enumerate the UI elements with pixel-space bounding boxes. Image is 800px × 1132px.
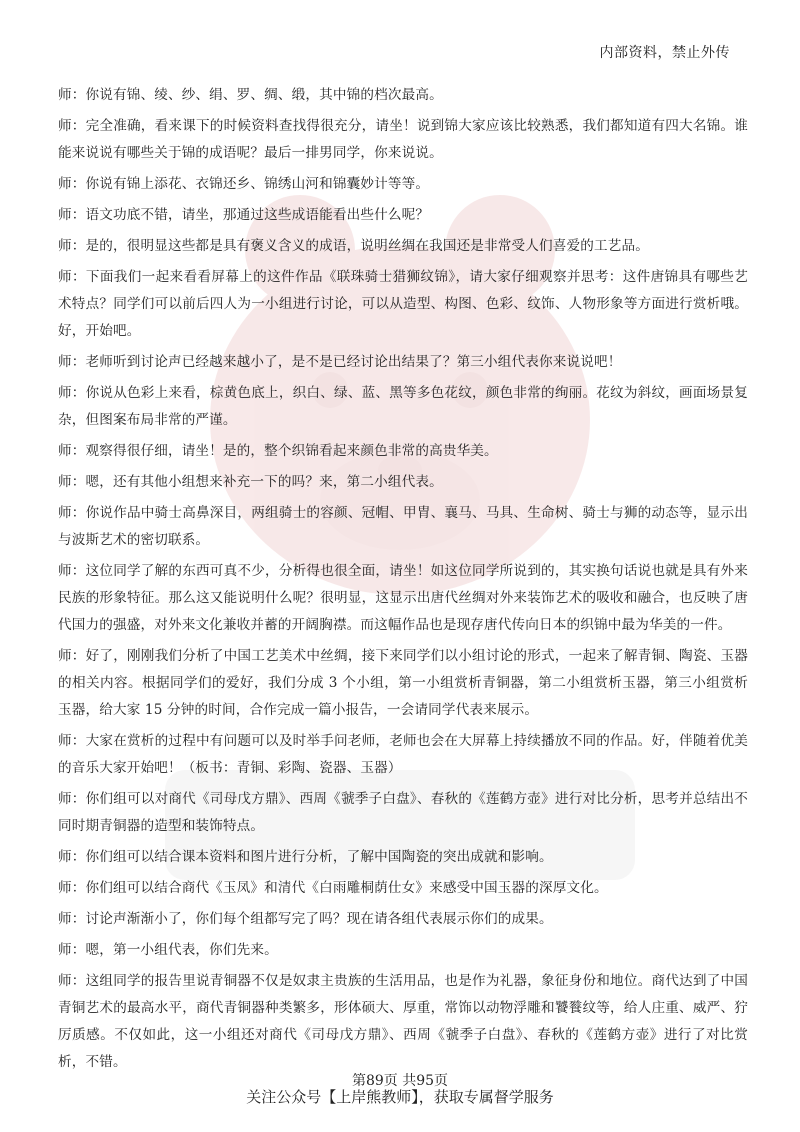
paragraph: 师：观察得很仔细，请坐！是的，整个织锦看起来颜色非常的高贵华美。 xyxy=(58,443,498,459)
paragraph: 师：下面我们一起来看看屏幕上的这件作品《联珠骑士猎狮纹锦》，请大家仔细观察并思考：这件唐锦具有哪些艺术特点？同学们可以前后四人为一小组进行讨论，可以从造型、构图、色彩、纹饰、人物形象等方面进行赏析哦。好，开始吧。 xyxy=(58,269,748,339)
page-number: 第89页 共95页 xyxy=(351,1073,449,1089)
paragraph: 师：嗯，还有其他小组想来补充一下的吗？来，第二小组代表。 xyxy=(58,474,443,490)
paragraph: 师：你说从色彩上来看，棕黄色底上，织白、绿、蓝、黑等多色花纹，颜色非常的绚丽。花纹为斜纹，画面场景复杂，但图案布局非常的严谨。 xyxy=(58,385,748,428)
paragraph: 师：这组同学的报告里说青铜器不仅是奴隶主贵族的生活用品，也是作为礼器，象征身份和地位。商代达到了中国青铜艺术的最高水平，商代青铜器种类繁多，形体硕大、厚重，常饰以动物浮雕和饕餮纹等，给人庄重、威严、狞厉质感。不仅如此，这一小组还对商代《司母戊方鼎》、西周《虢季子白盘》、春秋的《莲鹤方壶》进行了对比赏析，不错。 xyxy=(58,973,748,1070)
paragraph: 师：老师听到讨论声已经越来越小了，是不是已经讨论出结果了？第三小组代表你来说说吧！ xyxy=(58,354,622,370)
paragraph: 师：你说作品中骑士高鼻深目，两组骑士的容颜、冠帽、甲胄、襄马、马具、生命树、骑士与狮的动态等，显示出与波斯艺术的密切联系。 xyxy=(58,505,748,548)
paragraph: 师：你说有锦、绫、纱、绢、罗、绸、缎，其中锦的档次最高。 xyxy=(58,87,443,103)
paragraph: 师：完全准确，看来课下的时候资料查找得很充分，请坐！说到锦大家应该比较熟悉，我们都知道有四大名锦。谁能来说说有哪些关于锦的成语呢？最后一排男同学，你来说说。 xyxy=(58,118,748,161)
paragraph: 师：这位同学了解的东西可真不少，分析得也很全面，请坐！如这位同学所说到的，其实换句话说也就是具有外来民族的形象特征。那么这又能说明什么呢？很明显，这显示出唐代丝绸对外来装饰艺术的吸收和融合，也反映了唐代国力的强盛，对外来文化兼收并蓄的开阔胸襟。而这幅作品也是现存唐代传向日本的织锦中最为华美的一件。 xyxy=(58,563,748,633)
paragraph: 师：你们组可以结合商代《玉凤》和清代《白雨雕桐荫仕女》来感受中国玉器的深厚文化。 xyxy=(58,880,608,896)
confidential-note: 内部资料，禁止外传 xyxy=(599,45,730,61)
document-body xyxy=(58,82,748,1080)
paragraph: 师：你们组可以结合课本资料和图片进行分析，了解中国陶瓷的突出成就和影响。 xyxy=(58,849,553,865)
paragraph: 师：嗯，第一小组代表，你们先来。 xyxy=(58,942,278,958)
paragraph: 师：语文功底不错，请坐，那通过这些成语能看出些什么呢？ xyxy=(58,207,430,223)
paragraph: 师：好了，刚刚我们分析了中国工艺美术中丝绸，接下来同学们以小组讨论的形式，一起来了解青铜、陶瓷、玉器的相关内容。根据同学们的爱好，我们分成 3 个小组，第一小组赏析青铜器，第二小组赏析玉器，第三小组赏析玉器，给大家 15 分钟的时间，合作完成一篇小报告，一会请同学代表来展示。 xyxy=(58,648,748,718)
paragraph: 师：你们组可以对商代《司母戊方鼎》、西周《虢季子白盘》、春秋的《莲鹤方壶》进行对比分析，思考并总结出不同时期青铜器的造型和装饰特点。 xyxy=(58,791,748,834)
footer-promo: 关注公众号【上岸熊教师】，获取专属督学服务 xyxy=(246,1088,554,1106)
paragraph: 师：大家在赏析的过程中有问题可以及时举手问老师，老师也会在大屏幕上持续播放不同的作品。好，伴随着优美的音乐大家开始吧！（板书：青铜、彩陶、瓷器、玉器） xyxy=(58,733,748,776)
paragraph: 师：是的，很明显这些都是具有褒义含义的成语，说明丝绸在我国还是非常受人们喜爱的工艺品。 xyxy=(58,238,649,254)
paragraph: 师：你说有锦上添花、衣锦还乡、锦绣山河和锦囊妙计等等。 xyxy=(58,176,430,192)
paragraph: 师：讨论声渐渐小了，你们每个组都写完了吗？现在请各组代表展示你们的成果。 xyxy=(58,911,553,927)
